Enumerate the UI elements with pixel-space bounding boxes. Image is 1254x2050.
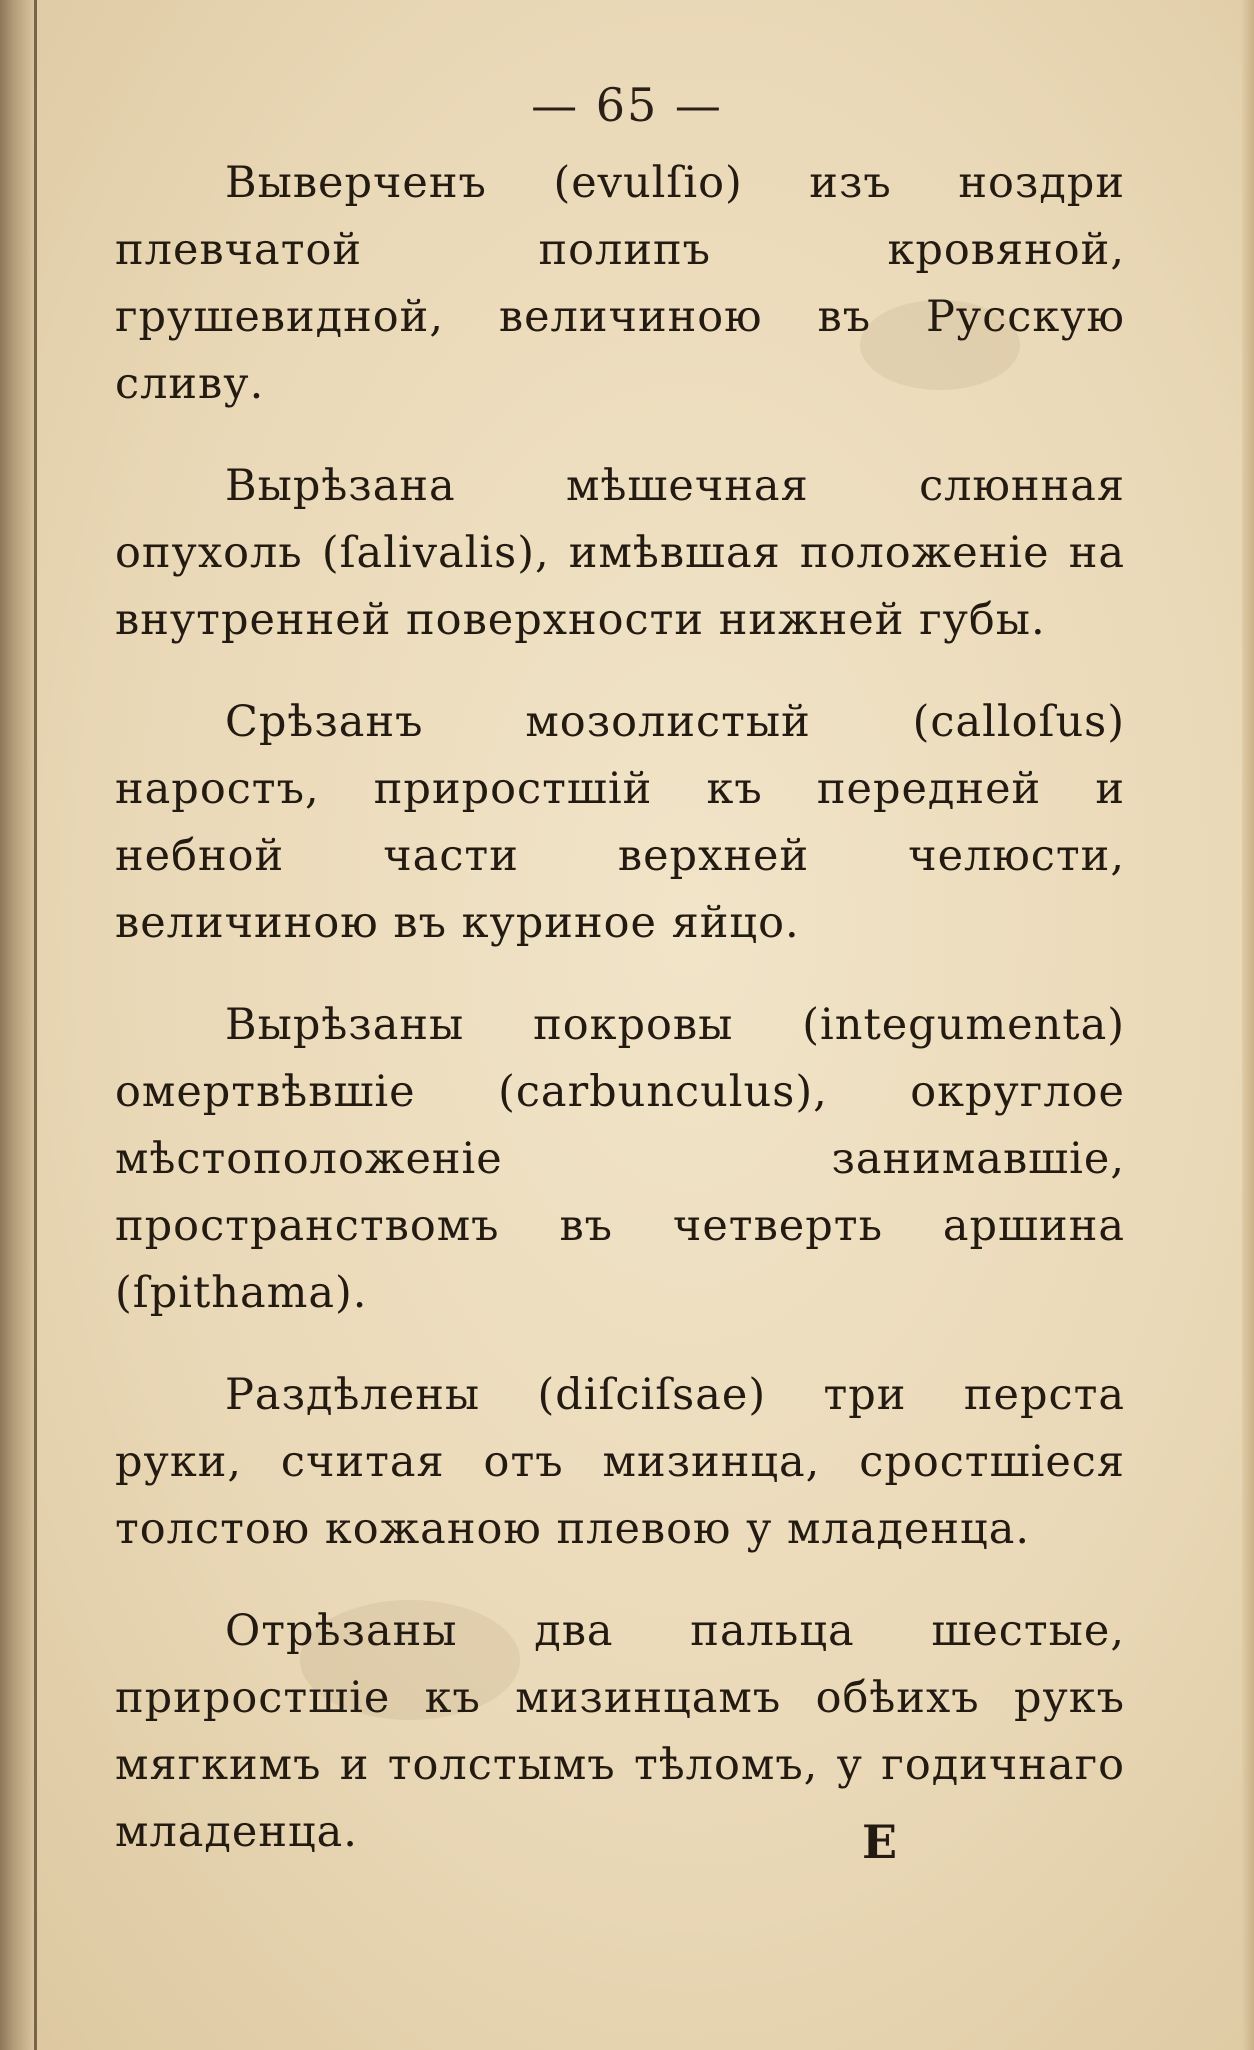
paragraph-salivary-tumor: Вырѣзана мѣшечная слюнная опухоль (ſalivalis), имѣвшая положеніе на внутренней поверхности нижней губы. (115, 461, 1125, 645)
paragraph-sixth-fingers: Отрѣзаны два пальца шестые, приростшіе къ мизинцамъ обѣихъ рукъ мягкимъ и толстымъ тѣломъ, у годичнаго младенца. (115, 1606, 1125, 1857)
page-number: — 65 — (531, 78, 723, 132)
spine-edge (34, 0, 37, 2050)
page-edge (1242, 0, 1254, 2050)
paragraph-polyp: Выверченъ (evulſio) изъ ноздри плевчатой полипъ кровяной, грушевидной, величиною въ Русскую сливу. (115, 158, 1125, 409)
paragraph-carbuncle: Вырѣзаны покровы (integumenta) омертвѣвшіе (carbunculus), округлое мѣстоположеніе занимавшіе, пространствомъ въ четверть аршина (ſpithama). (115, 1000, 1125, 1318)
book-spine (0, 0, 34, 2050)
paragraph-fingers: Раздѣлены (diſciſsae) три перста руки, считая отъ мизинца, сростшіеся толстою кожаною плевою у младенца. (115, 1370, 1125, 1554)
paragraph-callous-growth: Срѣзанъ мозолистый (calloſus) наростъ, приростшій къ передней и небной части верхней челюсти, величиною въ куриное яйцо. (115, 697, 1125, 948)
signature-mark: Е (862, 1815, 898, 1869)
page-text (115, 150, 1125, 1901)
